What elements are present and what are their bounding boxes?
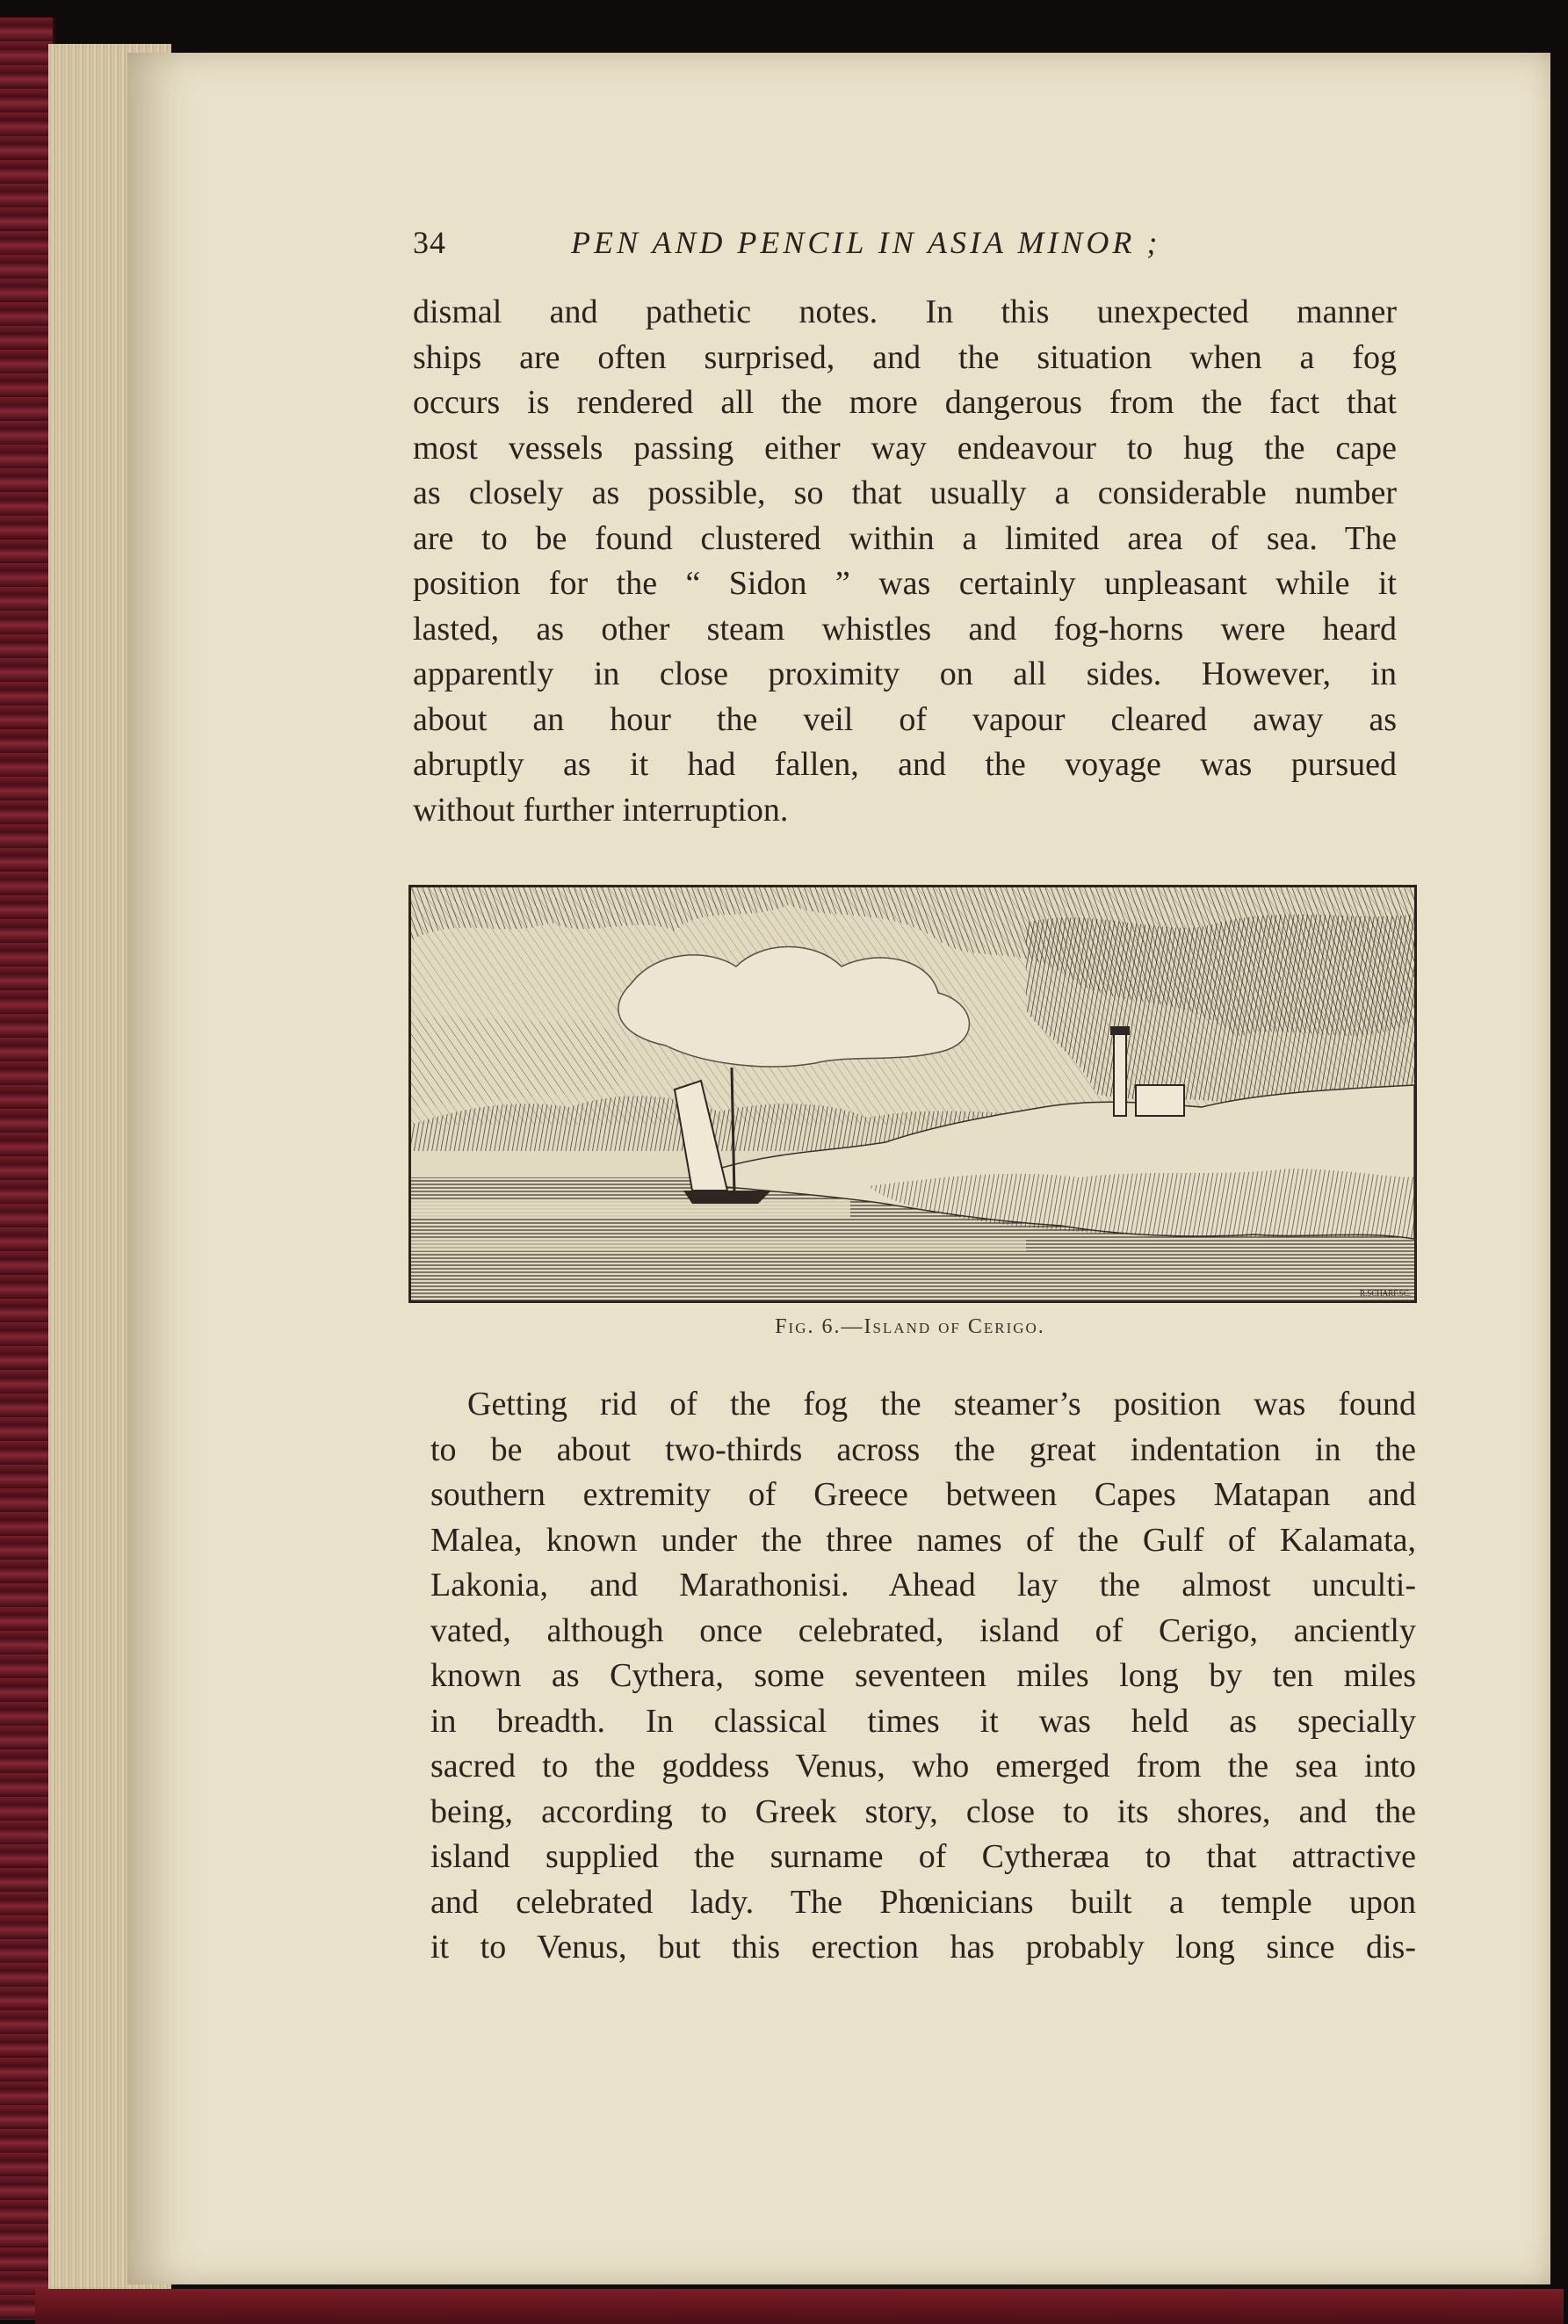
book-binding-edge bbox=[0, 18, 55, 2320]
text-line: vated, although once celebrated, island of Cerigo, anciently bbox=[430, 1611, 1416, 1649]
figure-caption bbox=[408, 1315, 1412, 1339]
keeper-house bbox=[1136, 1085, 1184, 1116]
running-title: PEN AND PENCIL IN ASIA MINOR ; bbox=[571, 225, 1161, 260]
text-line: Lakonia, and Marathonisi. Ahead lay the almost unculti- bbox=[430, 1567, 1416, 1604]
engraving-illustration bbox=[411, 887, 1414, 1300]
page-number: 34 bbox=[413, 225, 446, 260]
top-paragraph bbox=[413, 290, 1397, 833]
text-line: being, according to Greek story, close to its shores, and the bbox=[430, 1792, 1416, 1830]
text-line: as closely as possible, so that usually a considerable number bbox=[413, 474, 1397, 511]
text-line: known as Cythera, some seventeen miles long by ten miles bbox=[430, 1657, 1416, 1694]
text-line: in breadth. In classical times it was held as specially bbox=[430, 1702, 1416, 1740]
text-line: without further interruption. bbox=[413, 791, 789, 829]
text-line: southern extremity of Greece between Capes Matapan and bbox=[430, 1476, 1416, 1513]
text-line: lasted, as other steam whistles and fog-horns were heard bbox=[413, 610, 1397, 648]
text-line: and celebrated lady. The Phœnicians built a temple upon bbox=[430, 1883, 1416, 1921]
book-bottom-edge bbox=[35, 2289, 1564, 2324]
running-head bbox=[413, 224, 1414, 268]
text-line: it to Venus, but this erection has probably long since dis- bbox=[430, 1929, 1416, 1966]
text-line: sacred to the goddess Venus, who emerged from the sea into bbox=[430, 1748, 1416, 1785]
text-line: Getting rid of the fog the steamer’s position was found bbox=[467, 1386, 1416, 1423]
text-line: occurs is rendered all the more dangerous from the fact that bbox=[413, 384, 1397, 421]
text-line: apparently in close proximity on all sides. However, in bbox=[413, 655, 1397, 692]
text-line: ships are often surprised, and the situation when a fog bbox=[413, 338, 1397, 376]
island-engraving bbox=[408, 885, 1417, 1303]
lighthouse-lamp bbox=[1110, 1026, 1130, 1035]
text-line: most vessels passing either way endeavour to hug the cape bbox=[413, 429, 1397, 467]
text-line: dismal and pathetic notes. In this unexpected manner bbox=[413, 293, 1397, 330]
text-line: to be about two-thirds across the great indentation in the bbox=[430, 1430, 1416, 1468]
text-line: are to be found clustered within a limited area of sea. The bbox=[413, 519, 1397, 557]
bottom-paragraph bbox=[430, 1382, 1416, 1971]
text-line: Malea, known under the three names of the Gulf of Kalamata, bbox=[430, 1521, 1416, 1559]
lighthouse-tower bbox=[1114, 1032, 1126, 1116]
text-line: island supplied the surname of Cytheræa to that attractive bbox=[430, 1838, 1416, 1875]
text-line: abruptly as it had fallen, and the voyage was pursued bbox=[413, 746, 1397, 783]
text-line: position for the “ Sidon ” was certainly unpleasant while it bbox=[413, 565, 1397, 602]
boat-hull bbox=[683, 1191, 771, 1204]
text-line: about an hour the veil of vapour cleared away as bbox=[413, 700, 1397, 738]
engraver-signature: R.SCHARF.SC. bbox=[1359, 1289, 1411, 1298]
caption-text: Fig. 6.—Island of Cerigo. bbox=[775, 1315, 1045, 1338]
